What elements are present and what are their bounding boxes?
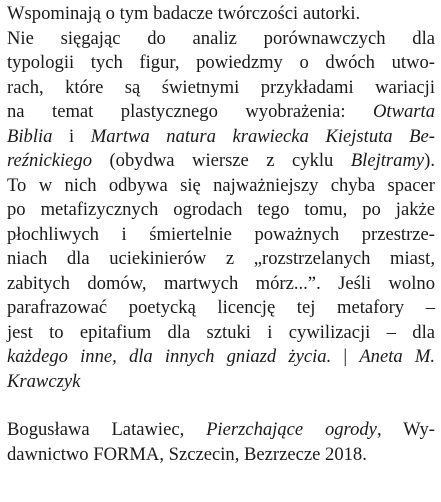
review-line	[7, 247, 435, 272]
paragraph-gap	[7, 394, 437, 418]
text-segment: To w nich odbywa się najważniejszy chyba spacer	[7, 174, 435, 196]
italic-text-segment: reźnickiego	[7, 150, 93, 171]
text-segment: parafrazować poetycką licencję tej metafory –	[7, 297, 435, 318]
text-segment: Wspominają o tym badacze twórczości autorki.	[7, 3, 361, 24]
review-line	[7, 296, 435, 321]
text-segment: |	[331, 346, 360, 367]
review-line	[7, 321, 435, 346]
citation-line	[7, 443, 437, 468]
review-line	[7, 76, 435, 101]
italic-text-segment: Pierzchające ogrody	[206, 419, 377, 440]
review-line	[7, 27, 435, 52]
text-segment: dawnictwo FORMA, Szczecin, Bezrzecze 2018.	[7, 443, 367, 465]
text-segment: typologii tych figur, powiedzmy o dwóch utwo-	[7, 52, 435, 73]
text-segment: po metafizycznych ogrodach tego tomu, po jakże	[7, 199, 435, 220]
italic-text-segment: Martwa natura krawiecka Kiejstuta Be-	[90, 125, 435, 147]
text-segment: jest to epitafium dla sztuki i cywilizacji – dla	[7, 321, 435, 343]
text-segment: niach dla uciekinierów z „rozstrzelanych miast,	[7, 248, 435, 269]
italic-text-segment: Blejtramy	[350, 150, 425, 171]
review-line	[7, 149, 435, 174]
review-line	[7, 174, 435, 199]
review-line	[7, 100, 435, 125]
text-segment: Nie sięgając do analiz porównawczych dla	[7, 27, 435, 49]
review-line	[7, 370, 437, 395]
text-segment: zabitych domów, martwych mórz...”. Jeśli wolno	[7, 272, 435, 294]
review-line	[7, 2, 437, 27]
text-segment: płochliwych i śmiertelnie poważnych przestrze-	[7, 223, 435, 245]
citation-line	[7, 418, 435, 443]
italic-text-segment: każdego inne, dla innych gniazd życia.	[7, 346, 332, 367]
text-segment: (obydwa wiersze z cyklu	[92, 150, 351, 171]
citation-paragraph	[7, 418, 437, 467]
text-segment: , Wy-	[376, 419, 435, 440]
italic-text-segment: Biblia	[7, 125, 53, 147]
italic-text-segment: Aneta M.	[359, 346, 435, 367]
article-text	[7, 2, 437, 467]
review-line	[7, 223, 435, 248]
italic-text-segment: Otwarta	[373, 101, 435, 122]
text-segment: Bogusława Latawiec,	[7, 419, 207, 440]
review-line	[7, 272, 435, 297]
review-line	[7, 125, 435, 150]
text-segment: ).	[424, 150, 435, 171]
text-segment: na temat plastycznego wyobrażenia:	[7, 101, 373, 122]
review-paragraph	[7, 2, 437, 394]
review-line	[7, 345, 435, 370]
italic-text-segment: Krawczyk	[7, 370, 81, 392]
text-segment: i	[52, 125, 91, 147]
review-line	[7, 51, 435, 76]
text-segment: rach, które są świetnymi przykładami wariacji	[7, 76, 435, 98]
review-line	[7, 198, 435, 223]
